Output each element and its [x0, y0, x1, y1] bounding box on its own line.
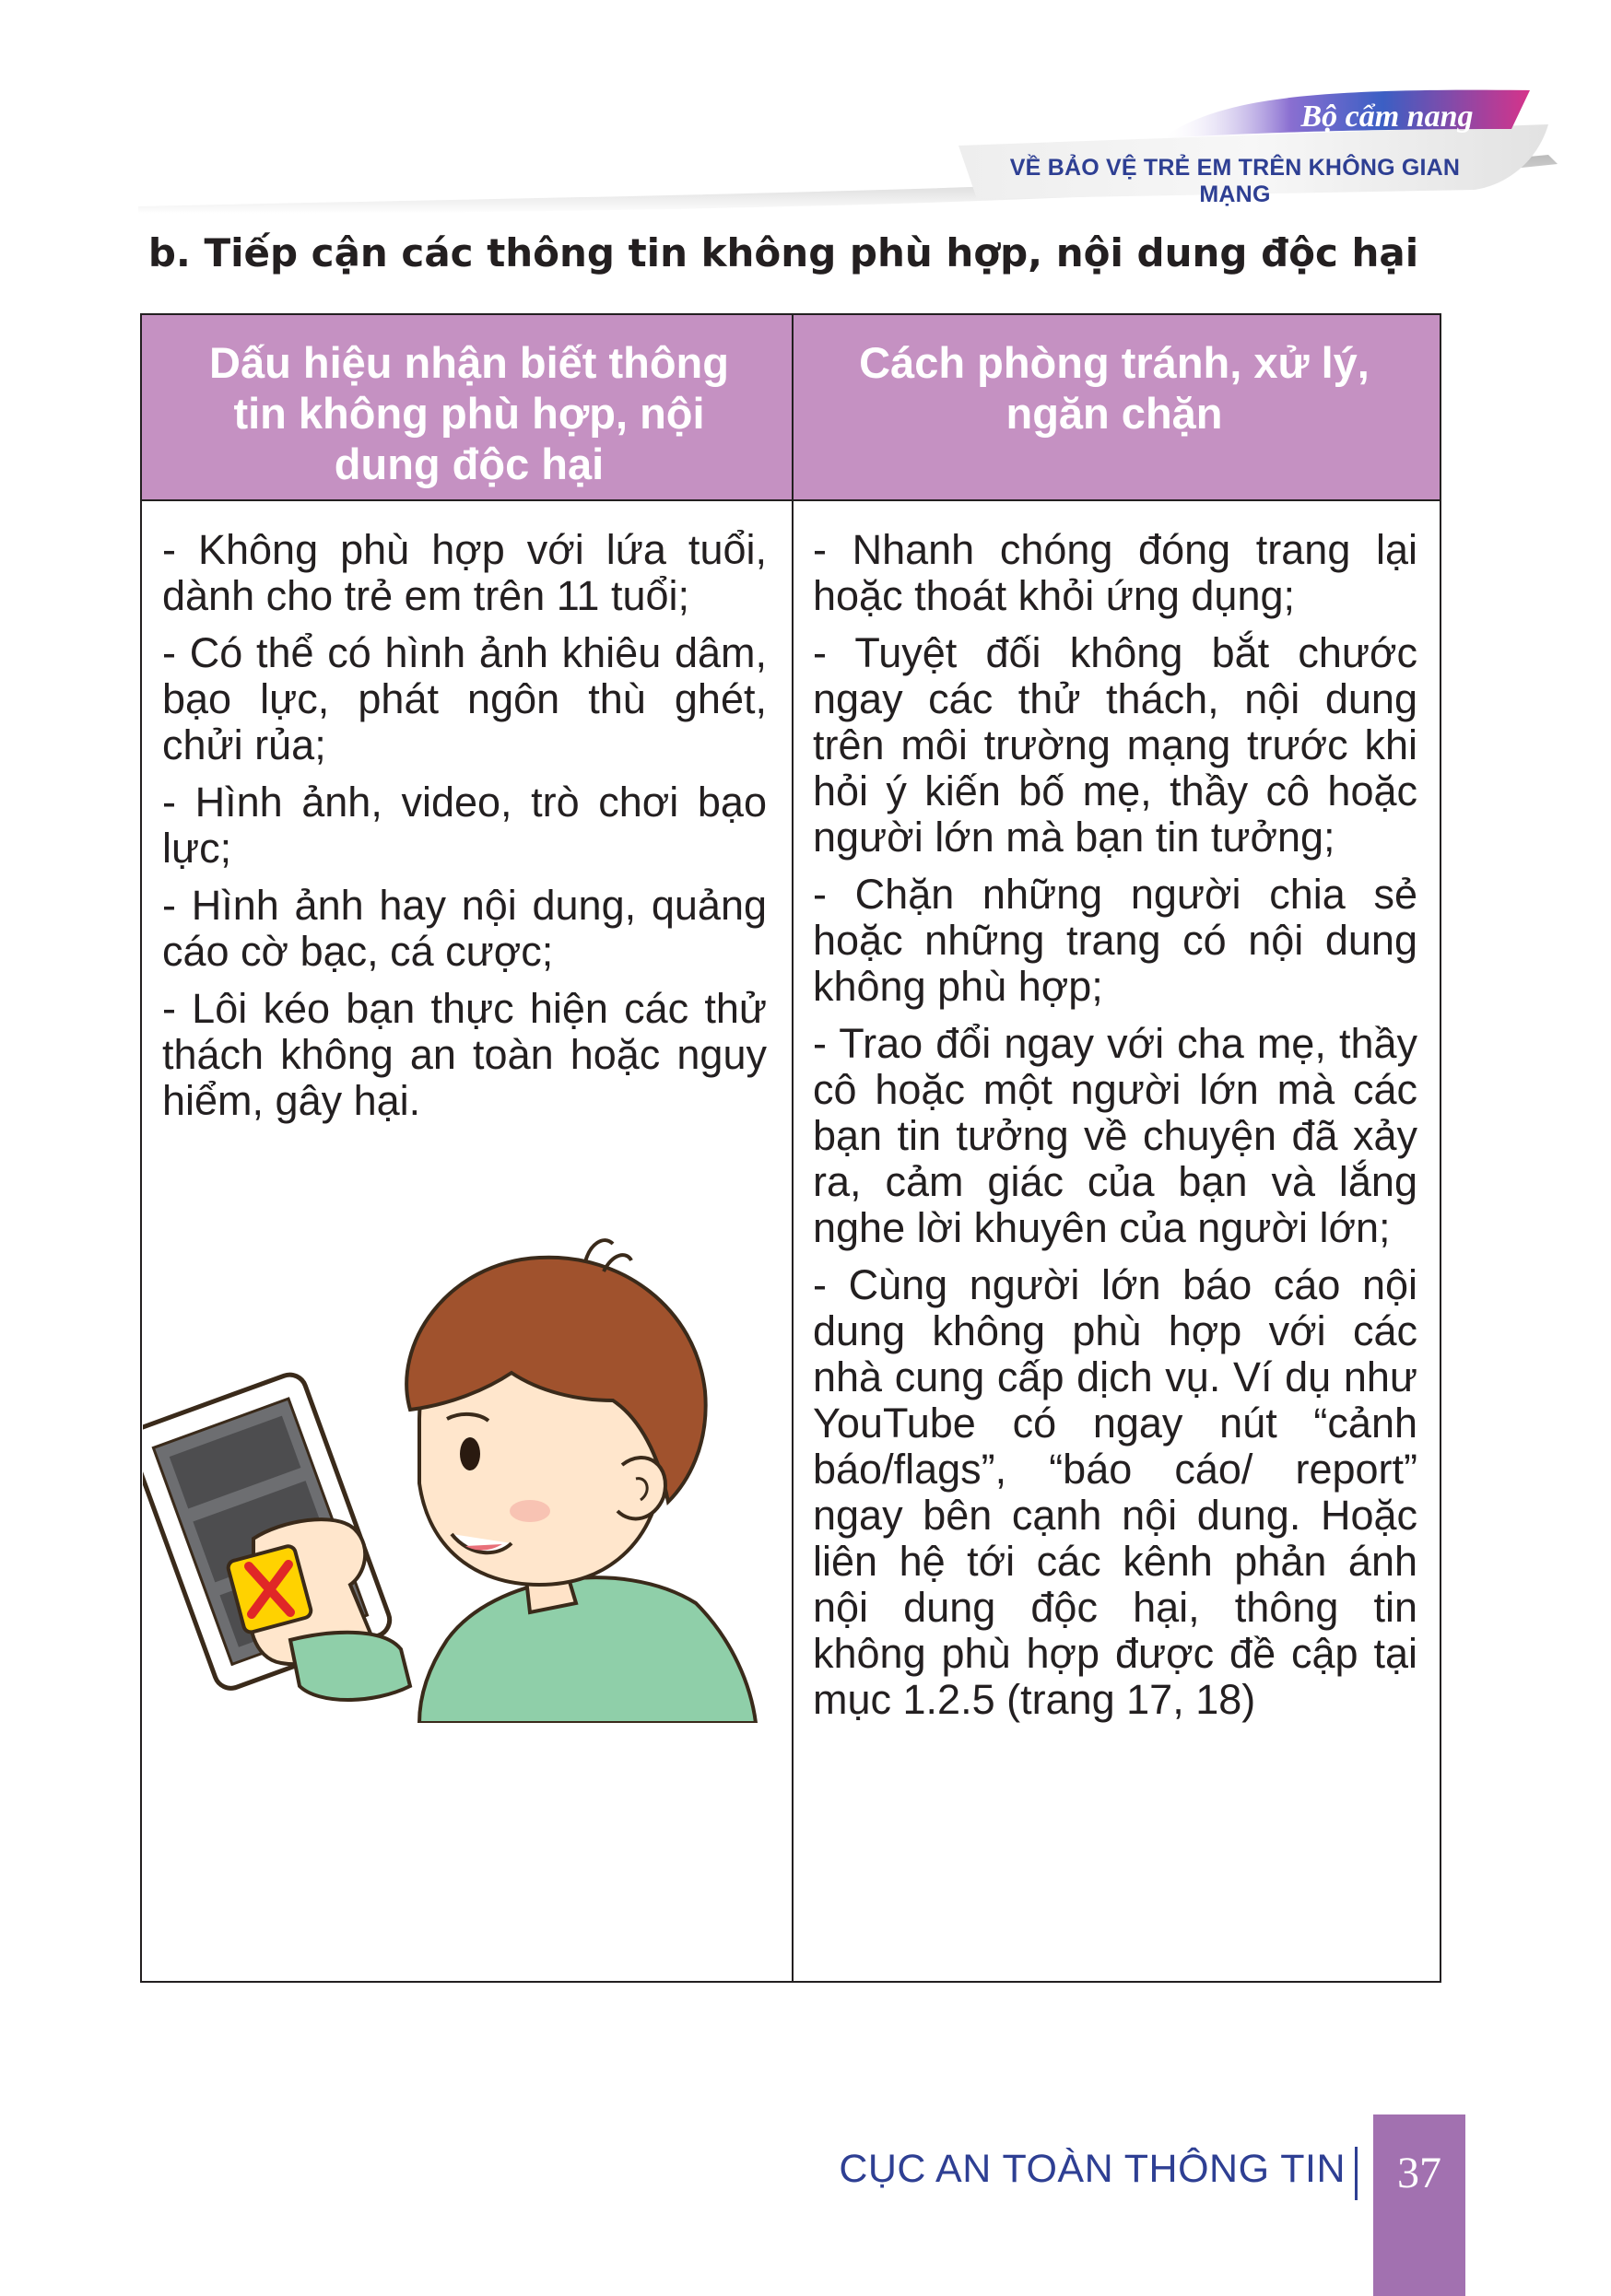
prevention-item: - Tuyệt đối không bắt chước ngay các thử thách, nội dung trên môi trường mạng trước khi hỏi ý kiến bố mẹ, thầy cô hoặc người lớn mà bạn tin tưởng; [813, 629, 1417, 861]
page-number-box [1373, 2114, 1465, 2296]
sign-item: - Không phù hợp với lứa tuổi, dành cho trẻ em trên 11 tuổi; [162, 526, 767, 619]
table-header-prevention: Cách phòng tránh, xử lý, ngăn chặn [859, 338, 1370, 438]
prevention-item: - Chặn những người chia sẻ hoặc những trang có nội dung không phù hợp; [813, 871, 1417, 1010]
prevention-column [813, 527, 1417, 1734]
signs-column [162, 527, 767, 1135]
table-header-row [142, 315, 1440, 501]
sign-item: - Hình ảnh, video, trò chơi bạo lực; [162, 779, 767, 872]
column-divider [792, 315, 794, 1981]
sign-item: - Hình ảnh hay nội dung, quảng cáo cờ bạc, cá cược; [162, 882, 767, 975]
sign-item: - Lôi kéo bạn thực hiện các thử thách không an toàn hoặc nguy hiểm, gây hại. [162, 985, 767, 1124]
page-number: 37 [1397, 2149, 1441, 2197]
footer-org-name: CỤC AN TOÀN THÔNG TIN [839, 2147, 1346, 2191]
boy-with-phone-illustration [143, 1207, 770, 1723]
brand-subtitle: VỀ BẢO VỆ TRẺ EM TRÊN KHÔNG GIAN MẠNG [1009, 155, 1461, 207]
sign-item: - Có thể có hình ảnh khiêu dâm, bạo lực, phát ngôn thù ghét, chửi rủa; [162, 629, 767, 768]
footer-divider [1355, 2147, 1358, 2200]
brand-title: Bộ cẩm nang [1300, 100, 1474, 134]
header-banner [0, 0, 1611, 230]
prevention-item: - Trao đổi ngay với cha mẹ, thầy cô hoặc một người lớn mà các bạn tin tưởng về chuyện đã xảy ra, cảm giác của bạn và lắng nghe lời khuyên của người lớn; [813, 1020, 1417, 1251]
section-title: b. Tiếp cận các thông tin không phù hợp, nội dung độc hại [147, 230, 1419, 275]
prevention-item: - Cùng người lớn báo cáo nội dung không phù hợp với các nhà cung cấp dịch vụ. Ví dụ như YouTube có ngay nút “cảnh báo/flags”, “báo cáo/ report” ngay bên cạnh nội dung. Hoặc liên hệ tới các kênh phản ánh nội dung độc hại, thông tin không phù hợp được đề cập tại mục 1.2.5 (trang 17, 18) [813, 1261, 1417, 1723]
info-table [140, 313, 1441, 1983]
table-header-signs: Dấu hiệu nhận biết thông tin không phù hợp, nội dung độc hại [209, 338, 729, 488]
prevention-item: - Nhanh chóng đóng trang lại hoặc thoát khỏi ứng dụng; [813, 526, 1417, 619]
